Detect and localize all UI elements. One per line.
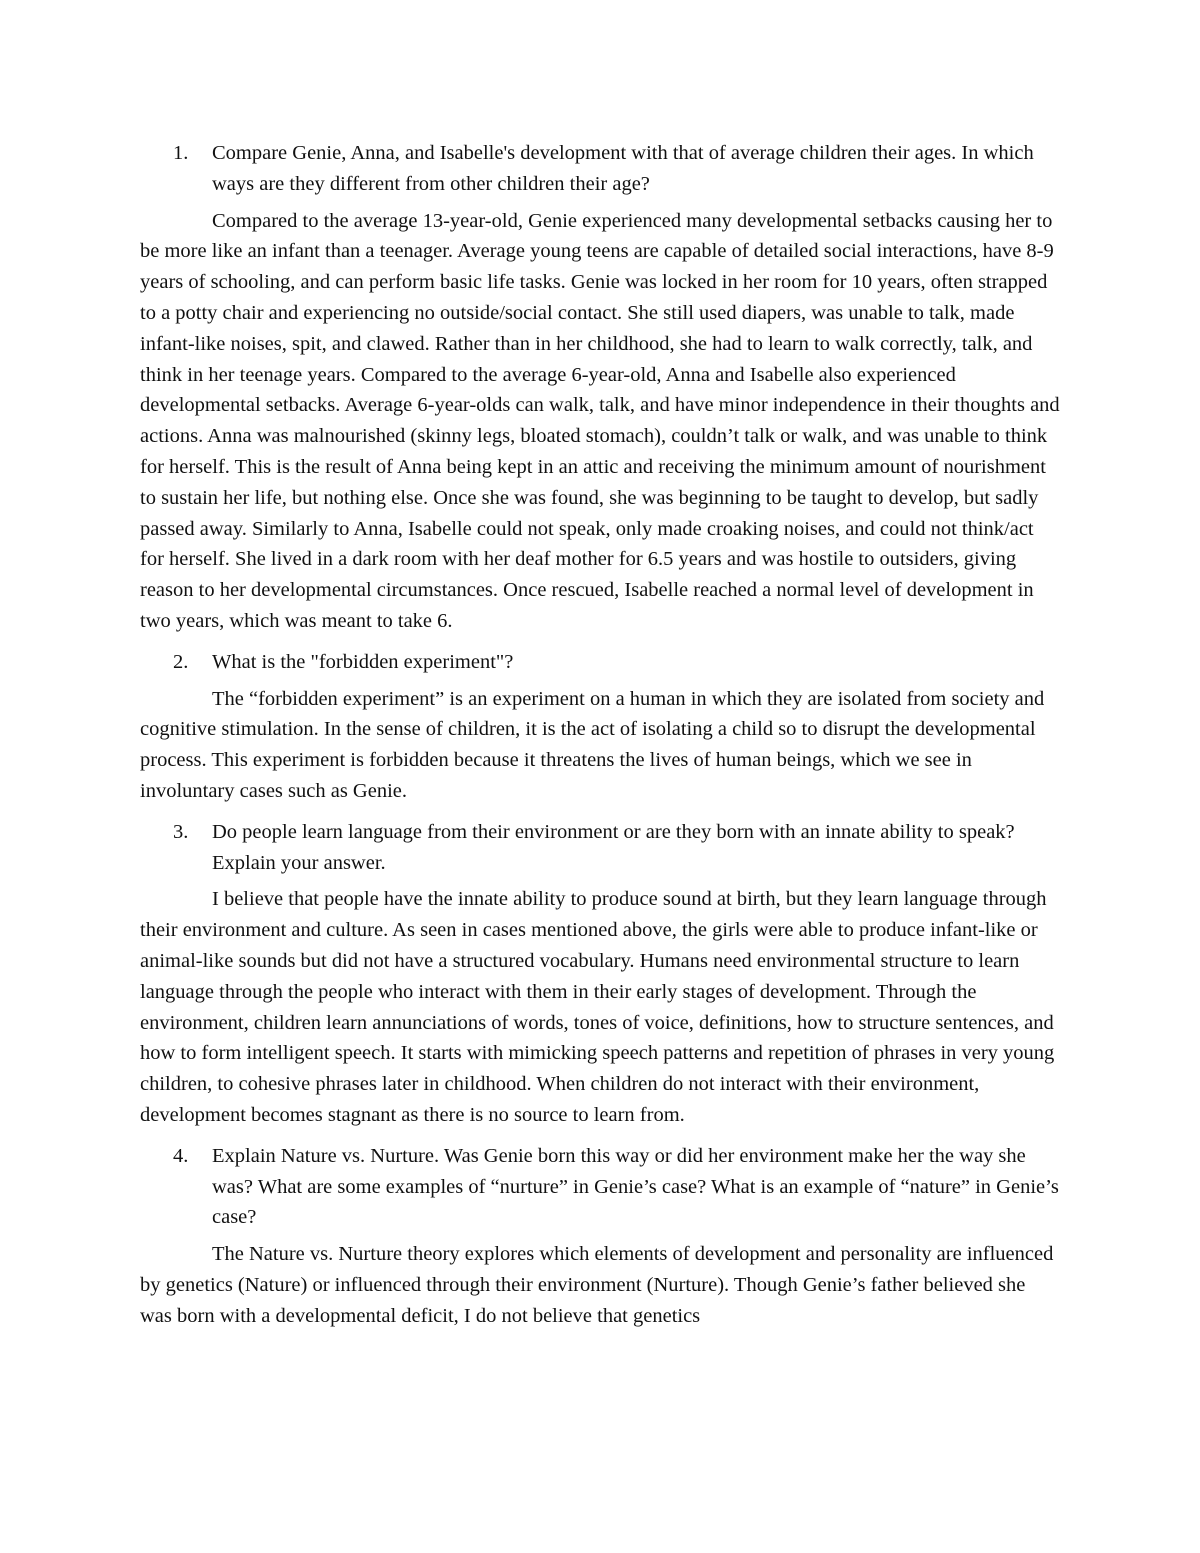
answer-4: The Nature vs. Nurture theory explores which elements of development and personality are influenced by genetics (Nature) or influenced through their environment (Nurture). Though Genie’s father believed she was born with a developmental deficit, I do not believe that genetics: [140, 1243, 1054, 1327]
question-number: 1.: [173, 142, 189, 164]
question-3: [140, 817, 1060, 879]
question-number: 2.: [173, 650, 189, 673]
question-text: Do people learn language from their environment or are they born with an innate ability to speak? Explain your answer.: [212, 820, 1015, 874]
document-body: [140, 138, 1060, 1341]
answer-1: Compared to the average 13-year-old, Genie experienced many developmental setbacks causing her to be more like an infant than a teenager. Average young teens are capable of detailed social interactions, have 8-9 years of schooling, and can perform basic life tasks. Genie was locked in her room for 10 years, often strapped to a potty chair and experiencing no outside/social contact. She still used diapers, was unable to talk, made infant-like noises, spit, and clawed. Rather than in her childhood, she had to learn to walk correctly, talk, and think in her teenage years. Compared to the average 6-year-old, Anna and Isabelle also experienced developmental setbacks. Average 6-year-olds can walk, talk, and have minor independence in their thoughts and actions. Anna was malnourished (skinny legs, bloated stomach), couldn’t talk or walk, and was unable to think for herself. This is the result of Anna being kept in an attic and receiving the minimum amount of nourishment to sustain her life, but nothing else. Once she was found, she was beginning to be taught to develop, but sadly passed away. Similarly to Anna, Isabelle could not speak, only made croaking noises, and could not think/act for herself. She lived in a dark room with her deaf mother for 6.5 years and was hostile to outsiders, giving reason to her developmental circumstances. Once rescued, Isabelle reached a normal level of development in two years, which was meant to take 6.: [140, 209, 1060, 632]
question-text: Explain Nature vs. Nurture. Was Genie born this way or did her environment make her the way she was? What are some examples of “nurture” in Genie’s case? What is an example of “nature” in Genie’s case?: [212, 1144, 1059, 1229]
question-text: What is the "forbidden experiment"?: [212, 650, 514, 673]
question-number: 4.: [173, 1144, 189, 1167]
answer-3: I believe that people have the innate ability to produce sound at birth, but they learn language through their environment and culture. As seen in cases mentioned above, the girls were able to produce infant-like or animal-like sounds but did not have a structured vocabulary. Humans need environmental structure to learn language through the people who interact with them in their early stages of development. Through the environment, children learn annunciations of words, tones of voice, definitions, how to structure sentences, and how to form intelligent speech. It starts with mimicking speech patterns and repetition of phrases in very young children, to cohesive phrases later in childhood. When children do not interact with their environment, development becomes stagnant as there is no source to learn from.: [140, 888, 1055, 1126]
question-1: [140, 138, 1060, 200]
question-number: 3.: [173, 820, 189, 843]
question-2: [140, 647, 1060, 678]
question-4: [140, 1141, 1060, 1233]
question-text: Compare Genie, Anna, and Isabelle's development with that of average children their ages. In which ways are they different from other children their age?: [212, 142, 1034, 195]
answer-2: The “forbidden experiment” is an experiment on a human in which they are isolated from society and cognitive stimulation. In the sense of children, it is the act of isolating a child so to disrupt the developmental process. This experiment is forbidden because it threatens the lives of human beings, which we see in involuntary cases such as Genie.: [140, 687, 1045, 802]
